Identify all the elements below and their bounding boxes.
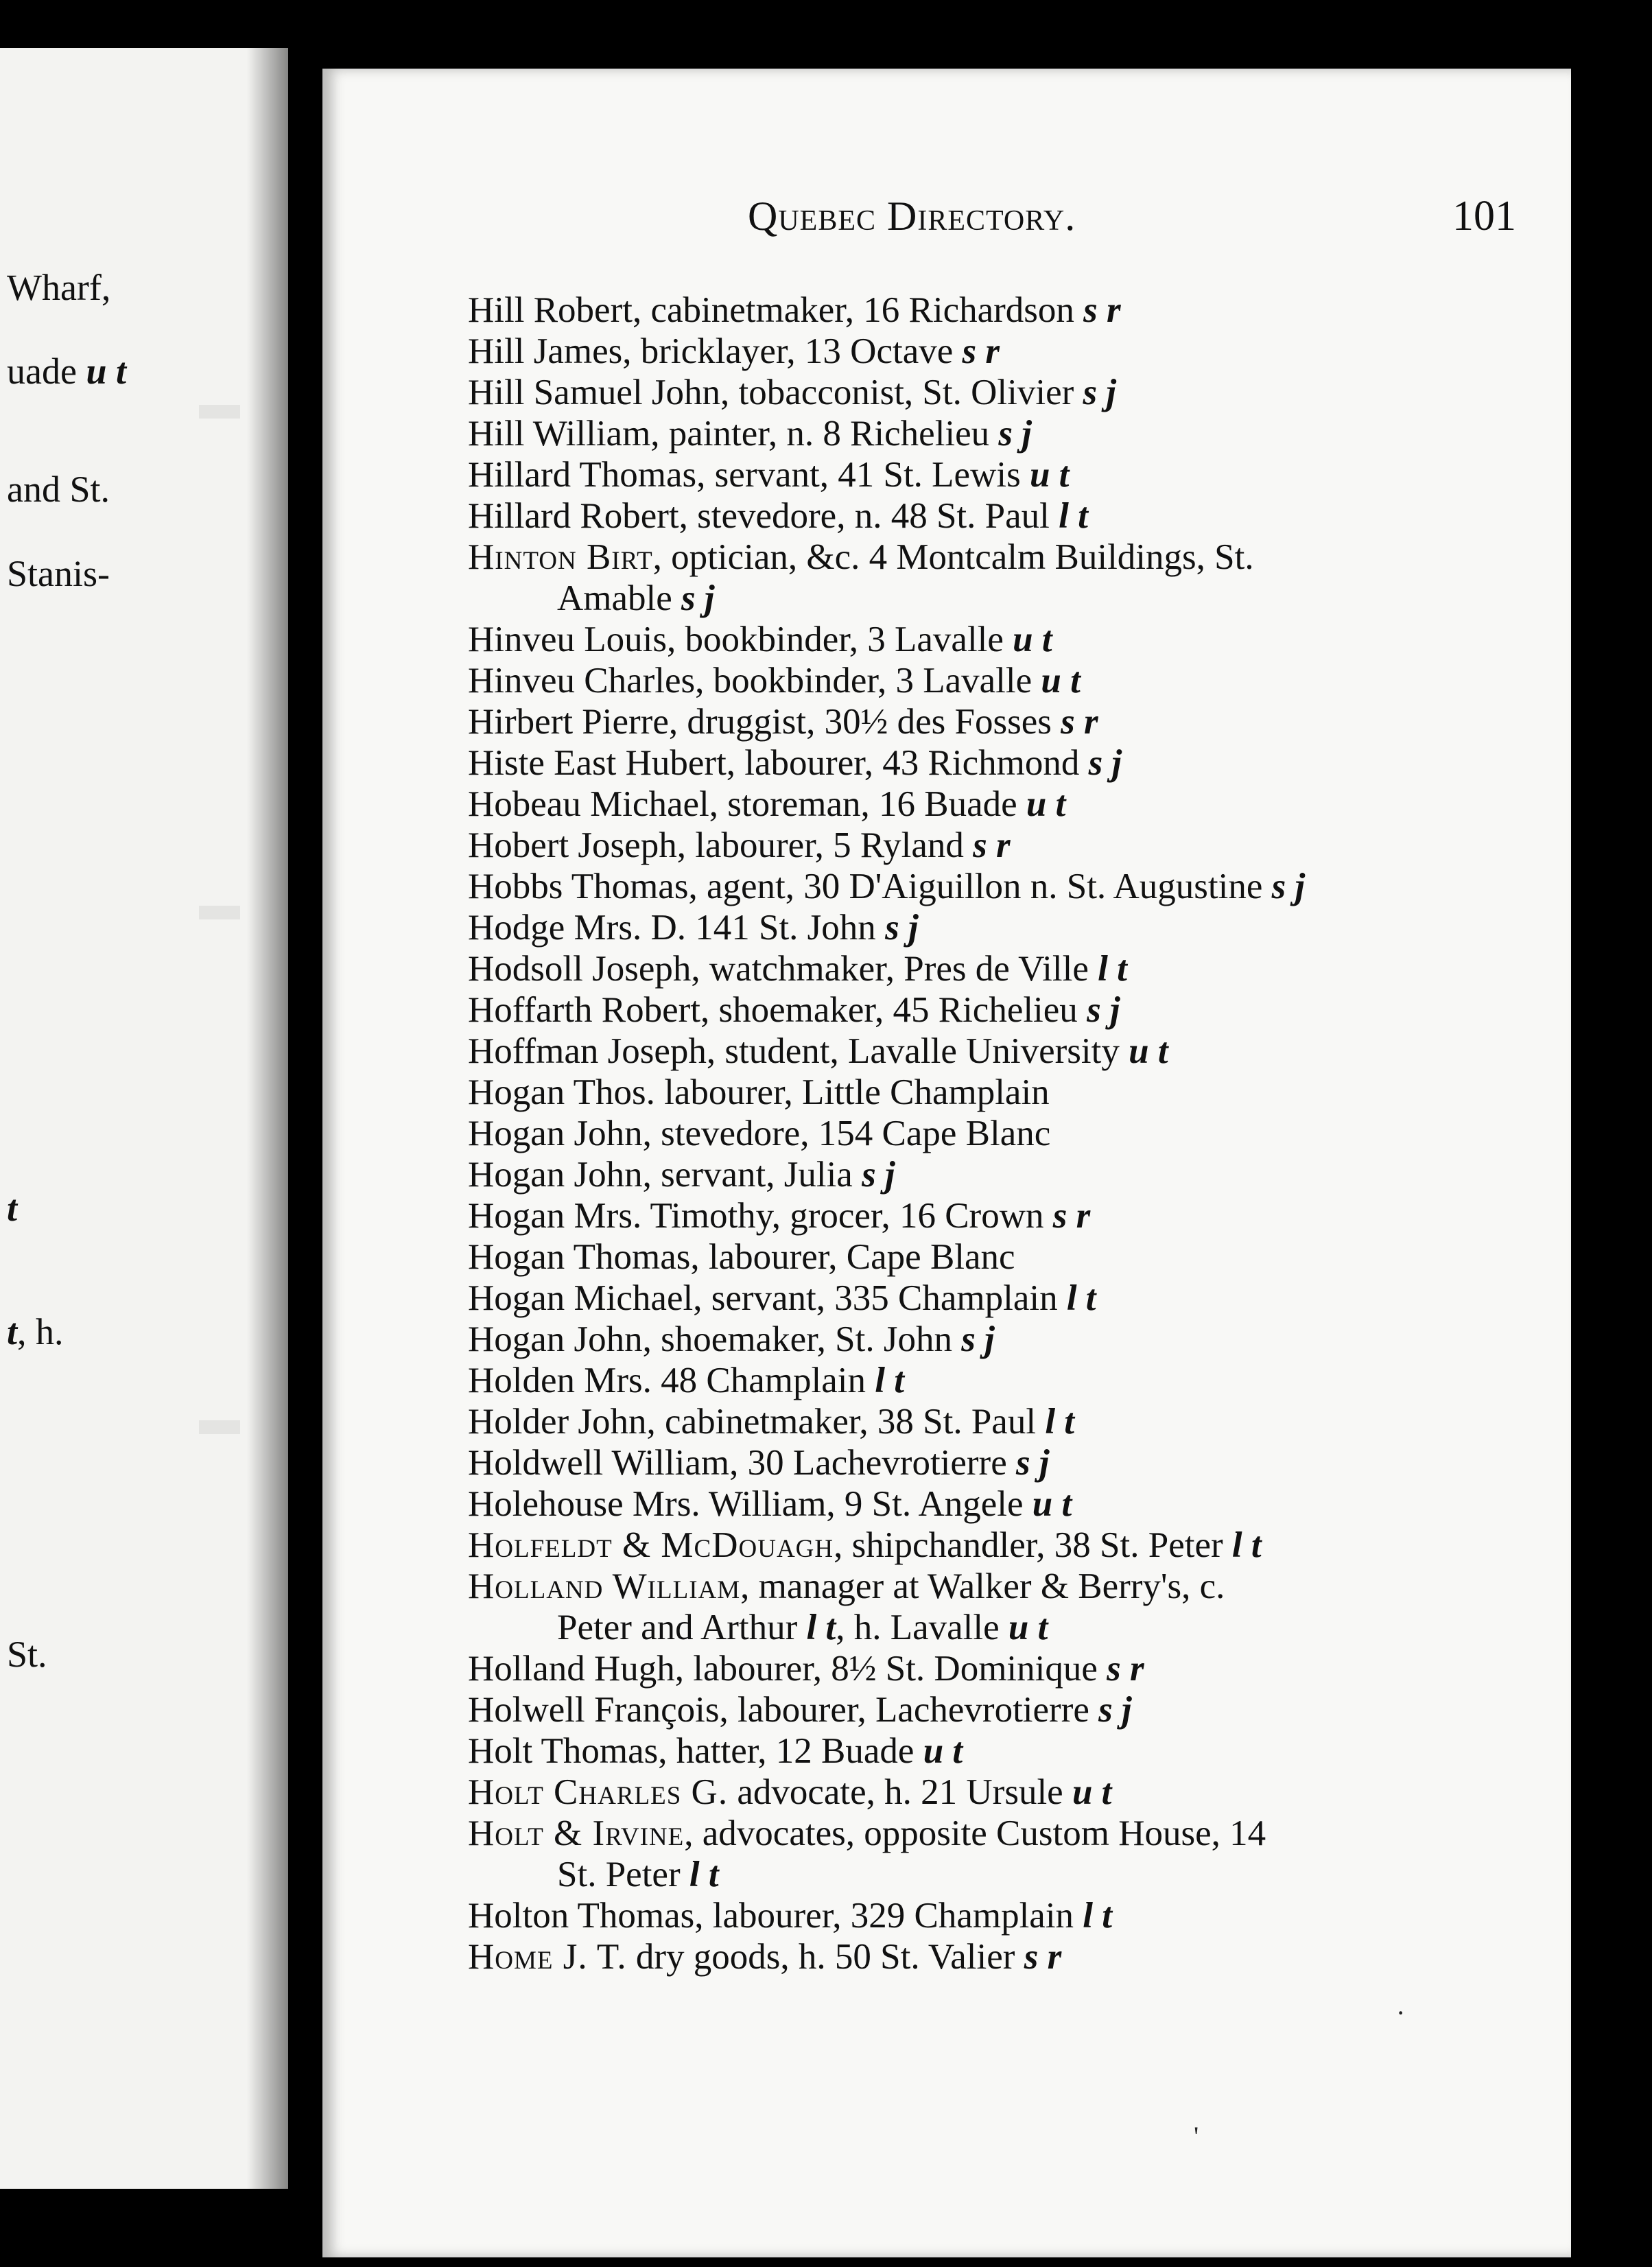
directory-entry	[468, 1154, 1538, 1195]
entry-text: , manager at Walker & Berry's, c.	[740, 1566, 1225, 1606]
entry-ward-code: s j	[1083, 373, 1117, 412]
entry-business-name: Holt & Irvine	[468, 1813, 685, 1853]
entry-ward-code: u t	[1032, 1484, 1072, 1524]
entry-ward-code: s j	[1271, 867, 1306, 906]
entry-ward-code: l t	[806, 1608, 836, 1647]
entry-text: Hogan Michael, servant, 335 Champlain	[468, 1278, 1067, 1318]
directory-entry	[468, 578, 1538, 619]
entry-text: Hobert Joseph, labourer, 5 Ryland	[468, 825, 974, 865]
entry-ward-code: s r	[1024, 1937, 1062, 1977]
entry-ward-code: s j	[961, 1319, 995, 1359]
entry-ward-code: l t	[1098, 949, 1127, 989]
entry-text: Hogan Thos. labourer, Little Champlain	[468, 1072, 1050, 1112]
directory-entry	[468, 331, 1538, 372]
directory-entry	[468, 1648, 1538, 1689]
entry-ward-code: u t	[1129, 1031, 1168, 1071]
directory-entry	[468, 1031, 1538, 1072]
directory-entry	[468, 1854, 1538, 1895]
left-fragment-t: t	[7, 1188, 18, 1229]
entry-text: Hogan Thomas, labourer, Cape Blanc	[468, 1237, 1015, 1277]
entry-text: Hill Robert, cabinetmaker, 16 Richardson	[468, 290, 1084, 330]
directory-entry	[468, 619, 1538, 660]
directory-entry	[468, 825, 1538, 866]
entry-text: , optician, &c. 4 Montcalm Buildings, St.	[652, 537, 1254, 577]
entry-text: Hogan John, servant, Julia	[468, 1155, 862, 1195]
entry-business-name: Holt Charles G.	[468, 1772, 729, 1812]
directory-entry	[468, 1401, 1538, 1442]
directory-entry	[468, 989, 1538, 1031]
entry-ward-code: s r	[1083, 290, 1121, 330]
entry-text: Hodge Mrs. D. 141 St. John	[468, 908, 886, 948]
ink-speck: '	[1194, 2121, 1199, 2152]
running-header	[748, 192, 1516, 241]
entry-ward-code: l t	[875, 1361, 904, 1400]
entry-text: Hillard Thomas, servant, 41 St. Lewis	[468, 455, 1030, 495]
entry-ward-code: s r	[1107, 1649, 1144, 1689]
entry-text: Hogan John, stevedore, 154 Cape Blanc	[468, 1114, 1051, 1153]
directory-entry	[468, 1360, 1538, 1401]
entry-ward-code: l t	[1045, 1402, 1075, 1442]
entry-ward-code: l t	[1066, 1278, 1096, 1318]
entry-ward-code: u t	[1013, 620, 1052, 659]
directory-entry	[468, 1895, 1538, 1936]
entry-text: Hoffman Joseph, student, Lavalle University	[468, 1031, 1129, 1071]
entry-ward-code: s j	[1088, 743, 1122, 783]
entry-ward-code: l t	[1083, 1896, 1112, 1936]
directory-entry	[468, 1442, 1538, 1483]
entry-text: , shipchandler, 38 St. Peter	[834, 1525, 1232, 1565]
entry-text: Hill James, bricklayer, 13 Octave	[468, 331, 963, 371]
entry-ward-code: s j	[998, 414, 1032, 454]
directory-entry	[468, 1483, 1538, 1525]
entry-ward-code: u t	[1041, 661, 1081, 701]
entry-ward-code: u t	[923, 1731, 963, 1771]
directory-entry	[468, 1072, 1538, 1113]
directory-entry	[468, 1566, 1538, 1607]
entry-text: St. Peter	[557, 1855, 689, 1894]
entry-ward-code: u t	[1072, 1772, 1112, 1812]
entry-text: Holwell François, labourer, Lachevrotierre	[468, 1690, 1099, 1730]
entry-text: Peter and Arthur	[557, 1608, 807, 1647]
entry-ward-code: s j	[681, 578, 715, 618]
entry-text: , h. Lavalle	[836, 1608, 1008, 1647]
entry-text: Hodsoll Joseph, watchmaker, Pres de Ville	[468, 949, 1098, 989]
directory-entry	[468, 1607, 1538, 1648]
entry-ward-code: s j	[1098, 1690, 1132, 1730]
entry-ward-code: l t	[1231, 1525, 1262, 1565]
entry-text: Holland Hugh, labourer, 8½ St. Dominique	[468, 1649, 1107, 1689]
entry-ward-code: s j	[862, 1155, 895, 1195]
entry-text: Hill William, painter, n. 8 Richelieu	[468, 414, 999, 454]
entry-text: Hinveu Charles, bookbinder, 3 Lavalle	[468, 661, 1041, 701]
entry-ward-code: s j	[1087, 990, 1120, 1030]
page-number: 101	[1452, 193, 1516, 239]
entry-text: Hinveu Louis, bookbinder, 3 Lavalle	[468, 620, 1013, 659]
left-fragment-st: St.	[7, 1634, 47, 1675]
entry-ward-code: s j	[1016, 1443, 1050, 1483]
directory-entry	[468, 784, 1538, 825]
directory-entry	[468, 495, 1538, 537]
directory-entries	[468, 290, 1538, 1977]
left-fragment-wharf: Wharf,	[7, 267, 111, 308]
directory-entry	[468, 537, 1538, 578]
entry-text: Histe East Hubert, labourer, 43 Richmond	[468, 743, 1089, 783]
entry-text: Hobeau Michael, storeman, 16 Buade	[468, 784, 1026, 824]
entry-text: Hill Samuel John, tobacconist, St. Olivier	[468, 373, 1083, 412]
left-fragment-uade: uade u t	[7, 351, 126, 392]
entry-business-name: Holland William	[468, 1566, 741, 1606]
entry-ward-code: u t	[1008, 1608, 1048, 1647]
entry-ward-code: l t	[1059, 496, 1088, 536]
entry-ward-code: u t	[1029, 455, 1070, 495]
entry-text: Hoffarth Robert, shoemaker, 45 Richelieu	[468, 990, 1087, 1030]
directory-entry	[468, 413, 1538, 454]
directory-entry	[468, 1236, 1538, 1278]
directory-entry	[468, 742, 1538, 784]
directory-entry	[468, 866, 1538, 907]
entry-text: dry goods, h. 50 St. Valier	[626, 1937, 1024, 1977]
entry-text: Hogan John, shoemaker, St. John	[468, 1319, 962, 1359]
directory-entry	[468, 701, 1538, 742]
entry-text: advocate, h. 21 Ursule	[728, 1772, 1072, 1812]
entry-text: Holton Thomas, labourer, 329 Champlain	[468, 1896, 1083, 1936]
ink-speck: ·	[1396, 1997, 1406, 2028]
entry-text: Hillard Robert, stevedore, n. 48 St. Paul	[468, 496, 1059, 536]
directory-entry	[468, 1772, 1538, 1813]
directory-entry	[468, 1195, 1538, 1236]
directory-entry	[468, 1689, 1538, 1730]
page-title: Quebec Directory.	[748, 193, 1076, 239]
directory-entry	[468, 948, 1538, 989]
entry-business-name: Hinton Birt	[468, 537, 653, 577]
previous-page-edge	[0, 48, 288, 2189]
directory-entry	[468, 1525, 1538, 1566]
entry-ward-code: s j	[885, 908, 919, 948]
entry-text: Hobbs Thomas, agent, 30 D'Aiguillon n. St. Augustine	[468, 867, 1272, 906]
entry-text: Holder John, cabinetmaker, 38 St. Paul	[468, 1402, 1046, 1442]
directory-entry	[468, 1813, 1538, 1854]
entry-ward-code: l t	[689, 1855, 719, 1894]
directory-entry	[468, 372, 1538, 413]
entry-text: Amable	[557, 578, 682, 618]
bleed-through-mark	[199, 405, 240, 419]
left-fragment-and-st: and St.	[7, 469, 110, 510]
entry-text: Holden Mrs. 48 Champlain	[468, 1361, 875, 1400]
entry-ward-code: u t	[1026, 784, 1066, 824]
entry-text: Hirbert Pierre, druggist, 30½ des Fosses	[468, 702, 1061, 742]
left-fragment-stanis: Stanis-	[7, 553, 110, 594]
bleed-through-mark	[199, 906, 240, 919]
left-fragment-t-h: t, h.	[7, 1311, 64, 1352]
directory-entry	[468, 1936, 1538, 1977]
entry-text: Holdwell William, 30 Lachevrotierre	[468, 1443, 1016, 1483]
entry-business-name: Home J. T.	[468, 1937, 627, 1977]
directory-entry	[468, 290, 1538, 331]
bleed-through-mark	[199, 1420, 240, 1434]
page-gutter-shadow	[247, 48, 288, 2189]
entry-ward-code: s r	[962, 331, 1000, 371]
entry-text: Holehouse Mrs. William, 9 St. Angele	[468, 1484, 1032, 1524]
entry-ward-code: s r	[973, 825, 1011, 865]
directory-entry	[468, 1278, 1538, 1319]
entry-text: Hogan Mrs. Timothy, grocer, 16 Crown	[468, 1196, 1053, 1236]
directory-entry	[468, 660, 1538, 701]
entry-business-name: Holfeldt & McDouagh	[468, 1525, 834, 1565]
entry-text: Holt Thomas, hatter, 12 Buade	[468, 1731, 923, 1771]
directory-entry	[468, 1319, 1538, 1360]
directory-entry	[468, 1113, 1538, 1154]
directory-entry	[468, 454, 1538, 495]
entry-text: , advocates, opposite Custom House, 14	[684, 1813, 1266, 1853]
entry-ward-code: s r	[1061, 702, 1098, 742]
entry-ward-code: s r	[1052, 1196, 1091, 1236]
directory-entry	[468, 907, 1538, 948]
directory-entry	[468, 1730, 1538, 1772]
